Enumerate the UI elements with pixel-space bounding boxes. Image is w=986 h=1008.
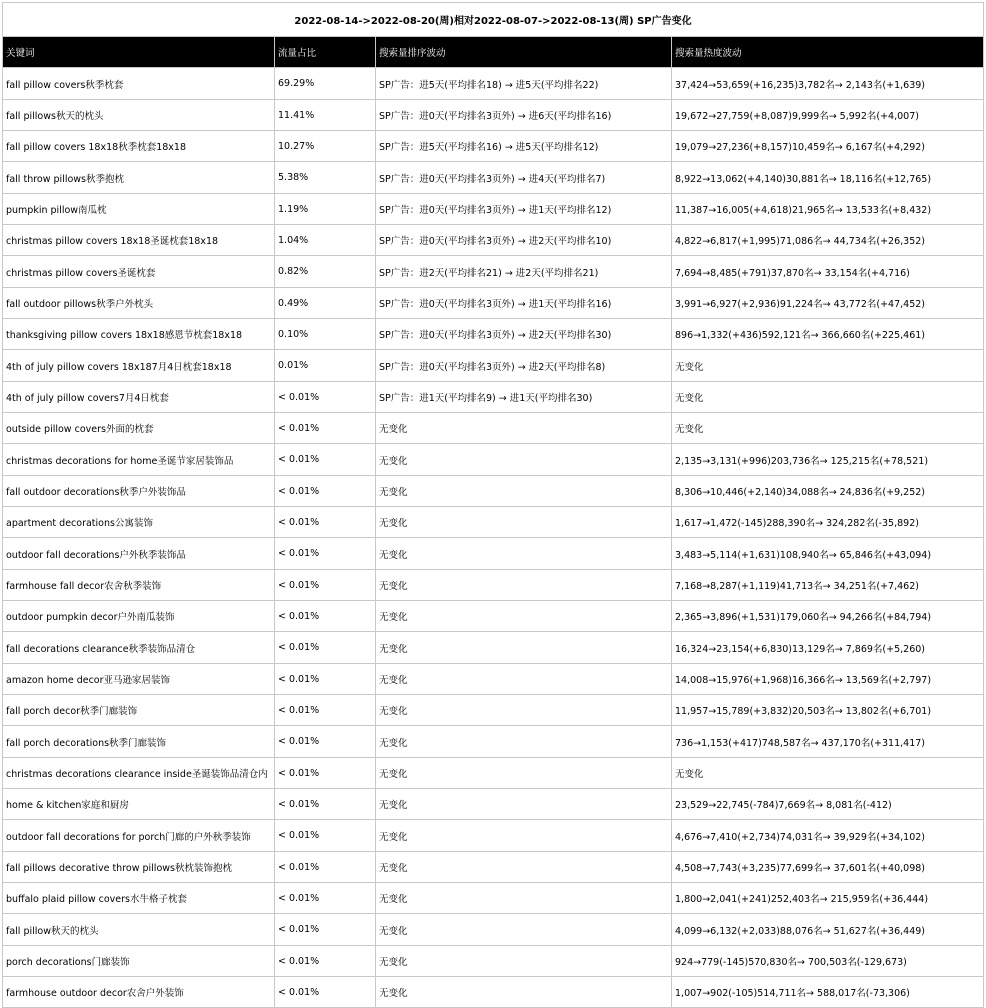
rank-change-cell: SP广告：进0天(平均排名3页外) → 进2天(平均排名30) <box>376 319 672 350</box>
rank-change-cell: 无变化 <box>376 507 672 538</box>
rank-change-cell: 无变化 <box>376 570 672 601</box>
keyword-cell: thanksgiving pillow covers 18x18感恩节枕套18x18 <box>3 319 275 350</box>
keyword-cell: fall decorations clearance秋季装饰品清仓 <box>3 632 275 664</box>
table-row <box>3 288 984 319</box>
table-row <box>3 319 984 350</box>
table-row <box>3 444 984 476</box>
traffic-share-cell: < 0.01% <box>275 538 376 570</box>
traffic-share-cell: 1.19% <box>275 194 376 225</box>
keyword-cell: porch decorations门廊装饰 <box>3 946 275 977</box>
keyword-cell: 4th of july pillow covers7月4日枕套 <box>3 382 275 413</box>
keyword-cell: amazon home decor亚马逊家居装饰 <box>3 664 275 695</box>
traffic-share-cell: 1.04% <box>275 225 376 256</box>
traffic-share-cell: < 0.01% <box>275 977 376 1008</box>
heat-change-cell: 4,822→6,817(+1,995)71,086名→ 44,734名(+26,352) <box>672 225 984 256</box>
traffic-share-cell: 11.41% <box>275 100 376 131</box>
heat-change-cell: 2,365→3,896(+1,531)179,060名→ 94,266名(+84,794) <box>672 601 984 632</box>
table-row <box>3 820 984 852</box>
table-row <box>3 977 984 1008</box>
heat-change-cell: 8,922→13,062(+4,140)30,881名→ 18,116名(+12,765) <box>672 162 984 194</box>
table-row <box>3 758 984 789</box>
table-row <box>3 350 984 382</box>
table-row <box>3 100 984 131</box>
header-heat-change: 搜索量热度波动 <box>672 37 984 68</box>
keyword-cell: outdoor pumpkin decor户外南瓜装饰 <box>3 601 275 632</box>
rank-change-cell: SP广告：进5天(平均排名18) → 进5天(平均排名22) <box>376 68 672 100</box>
rank-change-cell: SP广告：进1天(平均排名9) → 进1天(平均排名30) <box>376 382 672 413</box>
traffic-share-cell: < 0.01% <box>275 946 376 977</box>
keyword-cell: outside pillow covers外面的枕套 <box>3 413 275 444</box>
heat-change-cell: 37,424→53,659(+16,235)3,782名→ 2,143名(+1,639) <box>672 68 984 100</box>
keyword-cell: fall porch decor秋季门廊装饰 <box>3 695 275 726</box>
header-rank-change: 搜索量排序波动 <box>376 37 672 68</box>
keyword-cell: fall outdoor pillows秋季户外枕头 <box>3 288 275 319</box>
heat-change-cell: 4,099→6,132(+2,033)88,076名→ 51,627名(+36,449) <box>672 914 984 946</box>
traffic-share-cell: < 0.01% <box>275 852 376 883</box>
rank-change-cell: 无变化 <box>376 476 672 507</box>
traffic-share-cell: 0.49% <box>275 288 376 319</box>
keyword-cell: christmas pillow covers圣诞枕套 <box>3 256 275 288</box>
traffic-share-cell: < 0.01% <box>275 789 376 820</box>
rank-change-cell: 无变化 <box>376 914 672 946</box>
rank-change-cell: 无变化 <box>376 852 672 883</box>
traffic-share-cell: < 0.01% <box>275 664 376 695</box>
keyword-cell: christmas pillow covers 18x18圣诞枕套18x18 <box>3 225 275 256</box>
keyword-cell: fall porch decorations秋季门廊装饰 <box>3 726 275 758</box>
keyword-cell: christmas decorations for home圣诞节家居装饰品 <box>3 444 275 476</box>
traffic-share-cell: < 0.01% <box>275 444 376 476</box>
rank-change-cell: SP广告：进0天(平均排名3页外) → 进4天(平均排名7) <box>376 162 672 194</box>
table-row <box>3 883 984 914</box>
header-traffic-share: 流量占比 <box>275 37 376 68</box>
header-keyword: 关键词 <box>3 37 275 68</box>
keyword-report-table <box>2 2 984 1008</box>
heat-change-cell: 924→779(-145)570,830名→ 700,503名(-129,673) <box>672 946 984 977</box>
table-row <box>3 476 984 507</box>
table-row <box>3 852 984 883</box>
table-row <box>3 382 984 413</box>
keyword-cell: outdoor fall decorations户外秋季装饰品 <box>3 538 275 570</box>
heat-change-cell: 8,306→10,446(+2,140)34,088名→ 24,836名(+9,252) <box>672 476 984 507</box>
table-row <box>3 538 984 570</box>
heat-change-cell: 2,135→3,131(+996)203,736名→ 125,215名(+78,521) <box>672 444 984 476</box>
keyword-cell: home & kitchen家庭和厨房 <box>3 789 275 820</box>
heat-change-cell: 19,079→27,236(+8,157)10,459名→ 6,167名(+4,292) <box>672 131 984 162</box>
traffic-share-cell: < 0.01% <box>275 570 376 601</box>
traffic-share-cell: 0.01% <box>275 350 376 382</box>
table-row <box>3 664 984 695</box>
traffic-share-cell: < 0.01% <box>275 476 376 507</box>
rank-change-cell: SP广告：进0天(平均排名3页外) → 进6天(平均排名16) <box>376 100 672 131</box>
table-row <box>3 413 984 444</box>
rank-change-cell: 无变化 <box>376 695 672 726</box>
heat-change-cell: 23,529→22,745(-784)7,669名→ 8,081名(-412) <box>672 789 984 820</box>
rank-change-cell: SP广告：进5天(平均排名16) → 进5天(平均排名12) <box>376 131 672 162</box>
traffic-share-cell: < 0.01% <box>275 413 376 444</box>
heat-change-cell: 7,694→8,485(+791)37,870名→ 33,154名(+4,716) <box>672 256 984 288</box>
traffic-share-cell: 69.29% <box>275 68 376 100</box>
heat-change-cell: 4,508→7,743(+3,235)77,699名→ 37,601名(+40,098) <box>672 852 984 883</box>
heat-change-cell: 无变化 <box>672 382 984 413</box>
table-row <box>3 131 984 162</box>
keyword-cell: fall pillow covers 18x18秋季枕套18x18 <box>3 131 275 162</box>
table-row <box>3 789 984 820</box>
rank-change-cell: SP广告：进0天(平均排名3页外) → 进1天(平均排名16) <box>376 288 672 319</box>
heat-change-cell: 14,008→15,976(+1,968)16,366名→ 13,569名(+2,797) <box>672 664 984 695</box>
heat-change-cell: 736→1,153(+417)748,587名→ 437,170名(+311,417) <box>672 726 984 758</box>
rank-change-cell: SP广告：进2天(平均排名21) → 进2天(平均排名21) <box>376 256 672 288</box>
keyword-cell: buffalo plaid pillow covers水牛格子枕套 <box>3 883 275 914</box>
table-row <box>3 68 984 100</box>
heat-change-cell: 11,387→16,005(+4,618)21,965名→ 13,533名(+8,432) <box>672 194 984 225</box>
traffic-share-cell: < 0.01% <box>275 820 376 852</box>
table-row <box>3 194 984 225</box>
heat-change-cell: 11,957→15,789(+3,832)20,503名→ 13,802名(+6,701) <box>672 695 984 726</box>
heat-change-cell: 3,991→6,927(+2,936)91,224名→ 43,772名(+47,452) <box>672 288 984 319</box>
rank-change-cell: 无变化 <box>376 977 672 1008</box>
rank-change-cell: 无变化 <box>376 632 672 664</box>
traffic-share-cell: < 0.01% <box>275 695 376 726</box>
table-row <box>3 601 984 632</box>
table-row <box>3 570 984 601</box>
traffic-share-cell: < 0.01% <box>275 914 376 946</box>
report-sheet <box>2 2 983 1008</box>
heat-change-cell: 无变化 <box>672 413 984 444</box>
report-title: 2022-08-14->2022-08-20(周)相对2022-08-07->2022-08-13(周) SP广告变化 <box>3 3 984 37</box>
traffic-share-cell: 5.38% <box>275 162 376 194</box>
table-body <box>3 68 984 1008</box>
traffic-share-cell: < 0.01% <box>275 507 376 538</box>
table-row <box>3 632 984 664</box>
heat-change-cell: 16,324→23,154(+6,830)13,129名→ 7,869名(+5,260) <box>672 632 984 664</box>
keyword-cell: farmhouse fall decor农舍秋季装饰 <box>3 570 275 601</box>
keyword-cell: farmhouse outdoor decor农舍户外装饰 <box>3 977 275 1008</box>
traffic-share-cell: 10.27% <box>275 131 376 162</box>
rank-change-cell: SP广告：进0天(平均排名3页外) → 进2天(平均排名8) <box>376 350 672 382</box>
keyword-cell: fall pillows秋天的枕头 <box>3 100 275 131</box>
table-row <box>3 162 984 194</box>
rank-change-cell: 无变化 <box>376 883 672 914</box>
keyword-cell: fall throw pillows秋季抱枕 <box>3 162 275 194</box>
keyword-cell: fall pillow秋天的枕头 <box>3 914 275 946</box>
heat-change-cell: 3,483→5,114(+1,631)108,940名→ 65,846名(+43,094) <box>672 538 984 570</box>
table-row <box>3 946 984 977</box>
rank-change-cell: 无变化 <box>376 789 672 820</box>
rank-change-cell: 无变化 <box>376 820 672 852</box>
table-row <box>3 225 984 256</box>
rank-change-cell: 无变化 <box>376 664 672 695</box>
traffic-share-cell: < 0.01% <box>275 632 376 664</box>
keyword-cell: apartment decorations公寓装饰 <box>3 507 275 538</box>
keyword-cell: pumpkin pillow南瓜枕 <box>3 194 275 225</box>
rank-change-cell: 无变化 <box>376 444 672 476</box>
keyword-cell: 4th of july pillow covers 18x187月4日枕套18x18 <box>3 350 275 382</box>
rank-change-cell: 无变化 <box>376 413 672 444</box>
rank-change-cell: SP广告：进0天(平均排名3页外) → 进1天(平均排名12) <box>376 194 672 225</box>
traffic-share-cell: < 0.01% <box>275 883 376 914</box>
rank-change-cell: 无变化 <box>376 538 672 570</box>
traffic-share-cell: < 0.01% <box>275 758 376 789</box>
traffic-share-cell: < 0.01% <box>275 382 376 413</box>
keyword-cell: outdoor fall decorations for porch门廊的户外秋季装饰 <box>3 820 275 852</box>
heat-change-cell: 无变化 <box>672 758 984 789</box>
table-row <box>3 914 984 946</box>
traffic-share-cell: 0.82% <box>275 256 376 288</box>
heat-change-cell: 4,676→7,410(+2,734)74,031名→ 39,929名(+34,102) <box>672 820 984 852</box>
traffic-share-cell: < 0.01% <box>275 601 376 632</box>
table-row <box>3 695 984 726</box>
keyword-cell: fall pillow covers秋季枕套 <box>3 68 275 100</box>
heat-change-cell: 1,617→1,472(-145)288,390名→ 324,282名(-35,892) <box>672 507 984 538</box>
heat-change-cell: 无变化 <box>672 350 984 382</box>
heat-change-cell: 896→1,332(+436)592,121名→ 366,660名(+225,461) <box>672 319 984 350</box>
heat-change-cell: 1,007→902(-105)514,711名→ 588,017名(-73,306) <box>672 977 984 1008</box>
heat-change-cell: 7,168→8,287(+1,119)41,713名→ 34,251名(+7,462) <box>672 570 984 601</box>
table-row <box>3 507 984 538</box>
rank-change-cell: 无变化 <box>376 726 672 758</box>
keyword-cell: christmas decorations clearance inside圣诞装饰品清仓内 <box>3 758 275 789</box>
keyword-cell: fall outdoor decorations秋季户外装饰品 <box>3 476 275 507</box>
rank-change-cell: 无变化 <box>376 601 672 632</box>
table-row <box>3 256 984 288</box>
title-row <box>3 3 984 37</box>
heat-change-cell: 19,672→27,759(+8,087)9,999名→ 5,992名(+4,007) <box>672 100 984 131</box>
rank-change-cell: 无变化 <box>376 946 672 977</box>
traffic-share-cell: < 0.01% <box>275 726 376 758</box>
traffic-share-cell: 0.10% <box>275 319 376 350</box>
heat-change-cell: 1,800→2,041(+241)252,403名→ 215,959名(+36,444) <box>672 883 984 914</box>
table-row <box>3 726 984 758</box>
rank-change-cell: SP广告：进0天(平均排名3页外) → 进2天(平均排名10) <box>376 225 672 256</box>
header-row <box>3 37 984 68</box>
rank-change-cell: 无变化 <box>376 758 672 789</box>
keyword-cell: fall pillows decorative throw pillows秋枕装饰抱枕 <box>3 852 275 883</box>
